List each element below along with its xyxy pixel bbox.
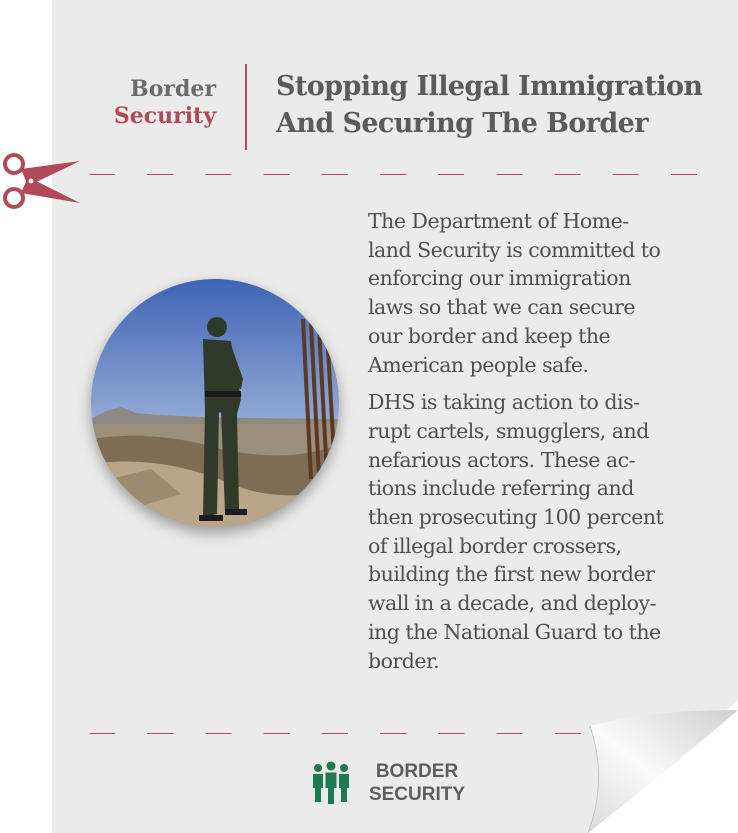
paragraph-1-line: American people safe. <box>368 352 589 377</box>
paragraph-2-line: wall in a decade, and deploy- <box>368 591 657 616</box>
paragraph-1-line: The Department of Home- <box>368 209 629 233</box>
footer-label-line1: BORDER <box>375 761 459 782</box>
page-title <box>276 68 726 142</box>
scissors-icon <box>0 148 82 214</box>
paragraph-2-line: building the first new border <box>368 562 655 587</box>
section-tag-line1: Border <box>130 76 216 102</box>
paragraph-2-line: tions include referring and <box>368 476 634 501</box>
footer-label <box>362 760 472 806</box>
paragraph-2-line: then prosecuting 100 percent <box>368 505 664 530</box>
paragraph-2-line: border. <box>368 648 440 673</box>
paragraph-1-line: enforcing our immigration <box>368 266 631 291</box>
cut-line-top <box>90 174 720 175</box>
paragraph-2-line: DHS is taking action to dis- <box>368 390 640 415</box>
paragraph-2 <box>368 388 703 675</box>
paragraph-2-line: nefarious actors. These ac- <box>368 447 636 472</box>
page-title-line2: And Securing The Border <box>276 108 648 139</box>
paragraph-2-line: rupt cartels, smugglers, and <box>368 418 649 443</box>
header-divider <box>245 64 247 150</box>
footer-label-line2: SECURITY <box>368 784 466 805</box>
page-curl <box>588 700 738 833</box>
border-agent-photo <box>91 279 339 527</box>
body-text <box>368 207 703 684</box>
section-tag-line2: Security <box>113 103 216 129</box>
paragraph-1 <box>368 207 703 379</box>
paragraph-1-line: our border and keep the <box>368 323 611 348</box>
people-group-icon <box>311 760 351 804</box>
section-tag <box>114 76 216 130</box>
paragraph-1-line: land Security is committed to <box>368 237 661 262</box>
paragraph-1-line: laws so that we can secure <box>368 295 636 320</box>
paragraph-2-line: ing the National Guard to the <box>368 619 661 644</box>
cut-line-bottom <box>90 733 595 734</box>
page-title-line1: Stopping Illegal Immigration <box>276 71 703 102</box>
paragraph-2-line: of illegal border crossers, <box>368 533 622 558</box>
